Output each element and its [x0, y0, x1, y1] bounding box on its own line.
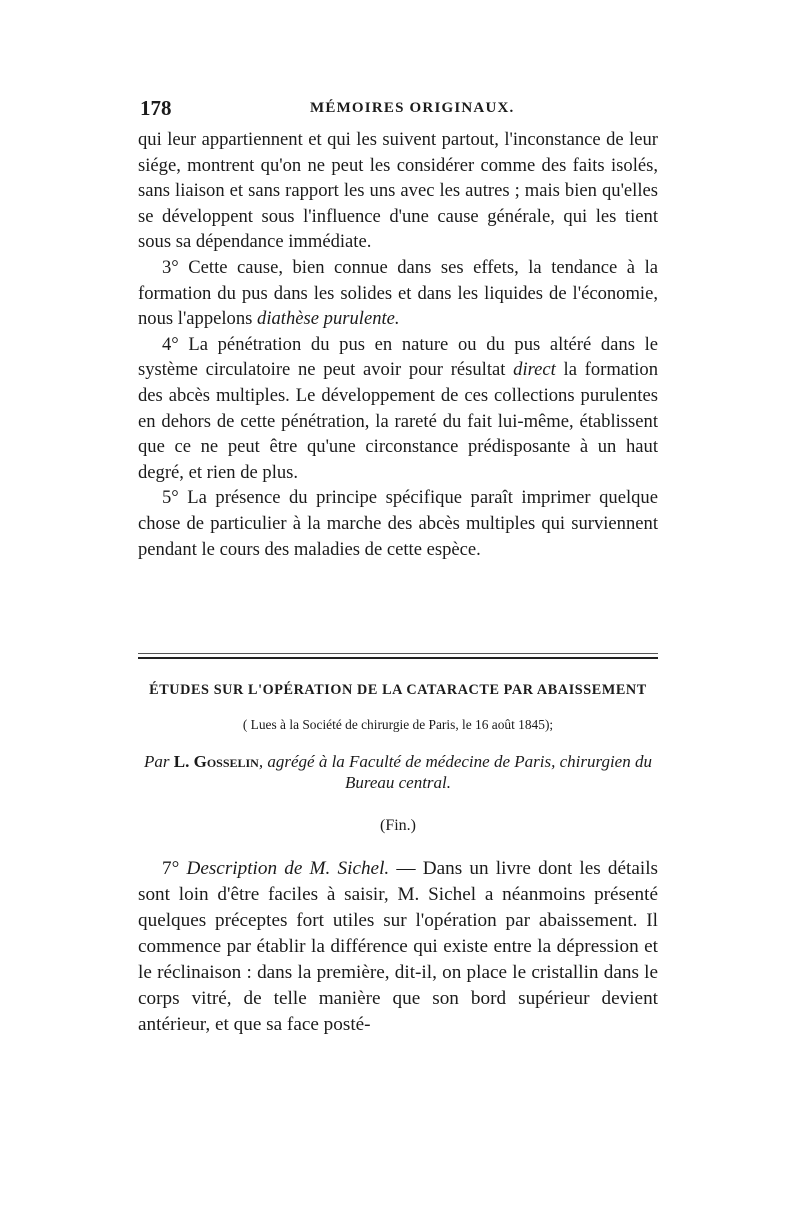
author-title: , agrégé à la Faculté de médecine de Paris, chirurgien du Bureau central. — [258, 752, 652, 792]
paragraph-point-7-heading: Description de M. Sichel. — [186, 858, 390, 879]
author-name: L. Gosselin — [173, 752, 259, 771]
conclusions-text — [138, 127, 658, 562]
article-read-note: ( Lues à la Société de chirurgie de Paris, le 16 août 1845); — [242, 717, 554, 732]
paragraph-point-7-text: — Dans un livre dont les détails sont loin d'être faciles à saisir, M. Sichel a néanmoins présenté quelques préceptes fort utiles sur l'opération par abaissement. Il commence par établir la différence qui existe entre la dépression et le réclinaison : dans la première, dit-il, on place le cristallin dans le corps vitré, de telle manière que son bord supérieur devient antérieur, et que sa face posté- — [138, 858, 658, 1035]
paragraph-point-4-text: 4° La pénétration du pus en nature ou du pus altéré dans le système circulatoire ne peut avoir pour résultat — [138, 333, 658, 381]
paragraph-point-7 — [138, 856, 658, 1038]
paragraph-point-5: 5° La présence du principe spécifique paraît imprimer quelque chose de particulier à la marche des abcès multiples qui surviennent pendant le cours des maladies de cette espèce. — [138, 487, 658, 560]
running-head: MÉMOIRES ORIGINAUX. — [310, 100, 515, 116]
section-divider — [138, 653, 658, 659]
article-title: ÉTUDES SUR L'OPÉRATION DE LA CATARACTE PAR ABAISSEMENT — [149, 682, 647, 698]
paragraph-point-3 — [138, 255, 658, 332]
paragraph-point-4-emphasis: direct — [513, 359, 556, 381]
paragraph-point-3-emphasis: diathèse purulente. — [257, 308, 400, 330]
article-body — [138, 856, 658, 1038]
divider-thick-rule — [138, 657, 658, 659]
divider-thin-rule — [138, 653, 658, 654]
paragraph-continued: qui leur appartiennent et qui les suivent partout, l'inconstance de leur siége, montrent qu'on ne peut les considérer comme des faits isolés, sans liaison et sans rapport les uns avec les autres ; mais bien qu'elles se développent sous l'influence d'une cause générale, qui les tient sous sa dépendance immédiate. — [138, 129, 658, 253]
paragraph-point-3-text: 3° Cette cause, bien connue dans ses effets, la tendance à la formation du pus dans les solides et dans les liquides de l'économie, nous l'appelons — [138, 256, 658, 330]
page-number: 178 — [140, 96, 172, 120]
paragraph-point-7-number: 7° — [162, 858, 187, 879]
paragraph-point-4 — [138, 332, 658, 486]
page-header — [138, 96, 658, 126]
fin-label: (Fin.) — [380, 817, 416, 834]
article-byline — [138, 751, 658, 793]
byline-par: Par — [144, 752, 174, 771]
paragraph-point-4-text-rest: la formation des abcès multiples. Le développement de ces collections purulentes en dehors de cette pénétration, la rareté du fait lui-même, établissent que ce ne peut être qu'une circonstance prédisposante à un haut degré, et rien de plus. — [138, 359, 658, 483]
